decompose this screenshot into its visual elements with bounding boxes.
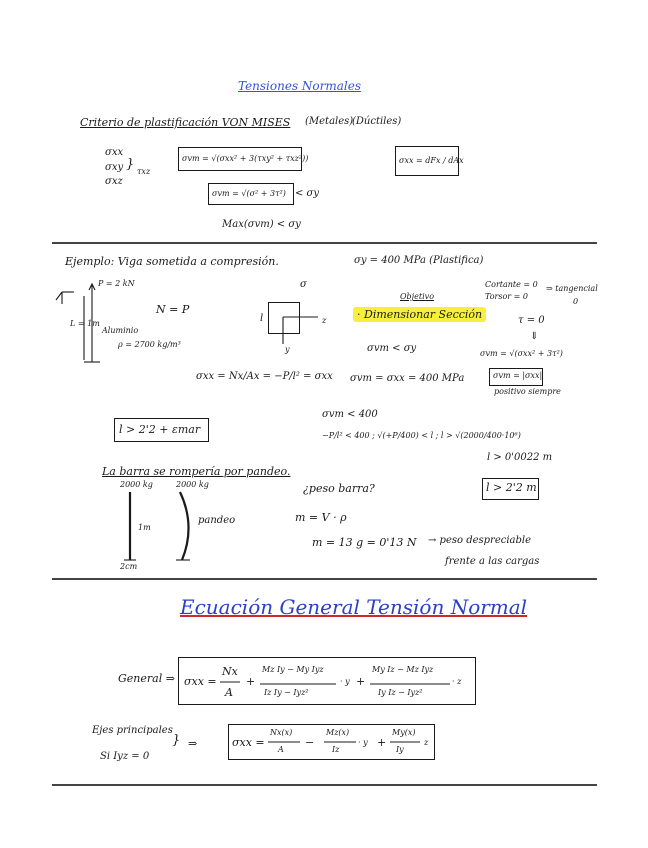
tangential-zero: 0 — [573, 297, 579, 306]
principal-arrow: ⇒ — [188, 737, 198, 750]
general-t1-num: Nx — [222, 665, 238, 678]
principal-p3-num: My(x) — [392, 728, 416, 737]
principal-p3-den: Iy — [396, 745, 404, 754]
vm-lt-sy: < σy — [295, 188, 320, 199]
tangential-arrow: ⇒ tangencial — [546, 284, 598, 293]
example-heading: Ejemplo: Viga sometida a compresión. — [65, 255, 279, 268]
criterion-heading: Criterio de plastificación VON MISES — [80, 116, 291, 129]
buckled-bar — [180, 492, 189, 560]
load-p: P = 2 kN — [98, 279, 135, 288]
general-t3-var: · z — [452, 677, 462, 686]
n-eq-p: N = P — [156, 303, 190, 316]
implies-arrow: ⇓ — [530, 331, 539, 342]
principal-p2-den: Iz — [332, 745, 340, 754]
criterion-tag-ductile: (Dúctiles) — [352, 116, 402, 127]
max-rule: Max(σvm) < σy — [222, 219, 301, 230]
general-t3-num: My Iz − Mz Iyz — [372, 665, 434, 674]
principal-p1-num: Nx(x) — [270, 728, 293, 737]
sigma-symbol: σ — [300, 279, 307, 290]
principal-p2-num: Mz(x) — [326, 728, 350, 737]
general-t2-den: Iz Iy − Iyz² — [264, 688, 309, 697]
positive-note: positivo siempre — [494, 387, 561, 396]
pandeo-label: pandeo — [198, 515, 236, 526]
base-label: 2cm — [120, 562, 138, 571]
principal-axes: Ejes principales — [92, 725, 173, 736]
general-t2-var: · y — [340, 677, 350, 686]
principal-plus: + — [377, 736, 387, 749]
stress-xz: σxz — [105, 176, 123, 187]
tau-zero: τ = 0 — [518, 315, 545, 326]
brace: } — [126, 157, 135, 172]
general-label: General ⇒ — [118, 672, 175, 685]
principal-p3-var: z — [424, 738, 429, 747]
sigma-y: σy = 400 MPa (Plastifica) — [354, 255, 484, 266]
sxx-equation: σxx = Nx/Ax = −P/l² = σxx — [196, 371, 333, 382]
ineq-1: σvm < 400 — [322, 409, 378, 420]
principal-p2-var: · y — [358, 738, 368, 747]
ineq-2: −P/l² < 400 ; √(+P/400) < l ; l > √(2000/400·10⁶) — [322, 431, 521, 440]
axis-y-label: y — [285, 345, 290, 354]
general-heading: Ecuación General Tensión Normal — [180, 595, 528, 619]
negligible-1: → peso despreciable — [428, 535, 532, 546]
load-b: 2000 kg — [176, 480, 209, 489]
principal-minus: − — [305, 736, 315, 749]
general-t2-num: Mz Iy − My Iyz — [262, 665, 324, 674]
criterion-tag-metals: (Metales) — [305, 116, 354, 127]
vm-formula2: σvm = √(σ² + 3τ²) — [212, 189, 286, 198]
density: ρ = 2700 kg/m³ — [118, 340, 181, 349]
material: Aluminio — [102, 326, 139, 335]
objective: Objetivo — [400, 292, 435, 301]
buckling-note: La barra se rompería por pandeo. — [102, 465, 291, 478]
cortante: Cortante = 0 — [485, 280, 538, 289]
general-t1-den: A — [225, 686, 233, 699]
length-l: L = 1m — [70, 319, 100, 328]
stress-xx: σxx — [105, 147, 124, 158]
axis-diagonal — [56, 292, 62, 300]
vm-formula: σvm = √(σxx² + 3(τxy² + τxz²)) — [182, 154, 309, 163]
general-plus-1: + — [246, 675, 256, 688]
general-t3-den: Iy Iz − Iyz² — [378, 688, 423, 697]
dimension-section: · Dimensionar Sección — [353, 307, 486, 322]
sxx-def: σxx = dFx / dAx — [399, 156, 464, 165]
axis-z-label: z — [322, 316, 327, 325]
mass-eq: m = V · ρ — [295, 511, 347, 524]
svm-equation: σvm = σxx = 400 MPa — [350, 373, 465, 384]
load-a: 2000 kg — [120, 480, 153, 489]
result-2: l > 2'2 m — [486, 481, 537, 494]
page-title: Tensiones Normales — [238, 79, 362, 93]
weight-question: ¿peso barra? — [303, 482, 375, 495]
general-plus-2: + — [356, 675, 366, 688]
general-lhs: σxx = — [184, 675, 217, 688]
result-1: l > 2'2 + εmar — [119, 423, 201, 436]
mass-value: m = 13 g = 0'13 N — [312, 536, 417, 549]
svm-lt-sy: σvm < σy — [367, 343, 417, 354]
tau-label: τxz — [137, 167, 151, 176]
principal-condition: Si Iyz = 0 — [100, 751, 150, 762]
principal-lhs: σxx = — [232, 736, 265, 749]
length-1m: 1m — [138, 523, 151, 532]
principal-p1-den: A — [278, 745, 284, 754]
svm-abs: σvm = |σxx| — [493, 371, 543, 380]
svm-sqrt: σvm = √(σxx² + 3τ²) — [480, 349, 563, 358]
stress-xy: σxy — [105, 162, 124, 173]
torsor: Torsor = 0 — [485, 292, 528, 301]
negligible-2: frente a las cargas — [445, 556, 540, 567]
ineq-3: l > 0'0022 m — [487, 452, 553, 463]
section-l-label: l — [260, 313, 264, 324]
principal-brace: } — [172, 733, 181, 748]
